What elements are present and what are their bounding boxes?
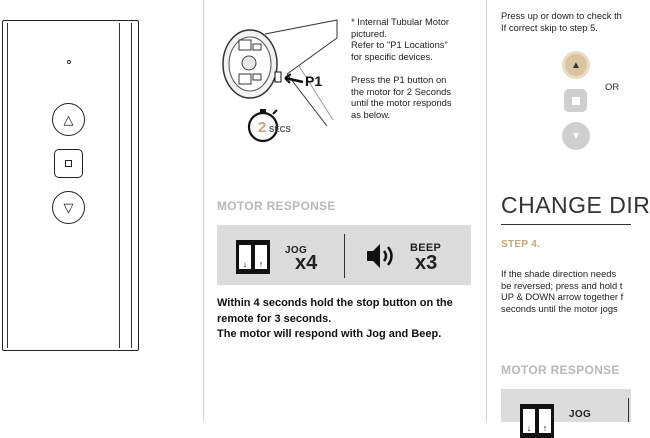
up-arrow-icon: ▲ bbox=[571, 59, 581, 71]
motor-response-box-2 bbox=[501, 389, 631, 433]
up-arrow-icon: △ bbox=[63, 111, 74, 127]
check-direction-text: Press up or down to check th If correct skip to step 5. bbox=[501, 10, 622, 33]
beep-count: x3 bbox=[415, 252, 438, 274]
press-p1-instruction: Press the P1 button on the motor for 2 Seconds until the motor responds as below. bbox=[351, 74, 452, 120]
remote-control bbox=[2, 20, 139, 351]
motor-response-box bbox=[217, 225, 471, 285]
change-direction-heading: CHANGE DIR bbox=[501, 192, 650, 218]
beep-label: BEEP bbox=[410, 242, 442, 254]
step-4-label: STEP 4. bbox=[501, 239, 541, 250]
up-arrow-button-illustration bbox=[562, 51, 590, 79]
down-arrow-button-illustration bbox=[562, 122, 590, 150]
jog-label-2: JOG bbox=[569, 409, 592, 420]
motor-response-heading: MOTOR RESPONSE bbox=[217, 199, 336, 213]
remote-stop-button bbox=[54, 149, 83, 178]
stop-icon bbox=[65, 160, 72, 167]
down-arrow-icon: ▽ bbox=[63, 199, 74, 215]
jog-icon: ↓ ↑ bbox=[236, 240, 270, 274]
column-divider-right bbox=[486, 0, 487, 422]
remote-down-button bbox=[52, 191, 85, 224]
timer-unit: SECS bbox=[269, 125, 291, 134]
step-4-instruction: If the shade direction needs be reversed; press and hold t UP & DOWN arrow together f seconds until the motor jogs bbox=[501, 268, 624, 314]
timer-number: 2 bbox=[258, 119, 267, 136]
internal-motor-note: * Internal Tubular Motor pictured. Refer to "P1 Locations" for specific devices. bbox=[351, 16, 449, 62]
down-arrow-icon: ▼ bbox=[571, 130, 581, 142]
jog-count: x4 bbox=[295, 252, 318, 274]
jog-label: JOG bbox=[285, 245, 308, 256]
remote-led-indicator bbox=[67, 60, 71, 64]
remote-up-button bbox=[52, 103, 85, 136]
speaker-icon bbox=[365, 241, 399, 271]
motor-response-heading-2: MOTOR RESPONSE bbox=[501, 363, 620, 377]
column-divider-left bbox=[203, 0, 204, 422]
or-label: OR bbox=[605, 82, 620, 93]
p1-label: P1 bbox=[305, 73, 323, 89]
jog-icon: ↓ ↑ bbox=[520, 404, 554, 438]
stop-button-illustration bbox=[564, 89, 587, 112]
stop-button-instruction: Within 4 seconds hold the stop button on the remote for 3 seconds. The motor will respond with Jog and Beep. bbox=[217, 297, 453, 340]
stop-icon bbox=[572, 97, 580, 105]
